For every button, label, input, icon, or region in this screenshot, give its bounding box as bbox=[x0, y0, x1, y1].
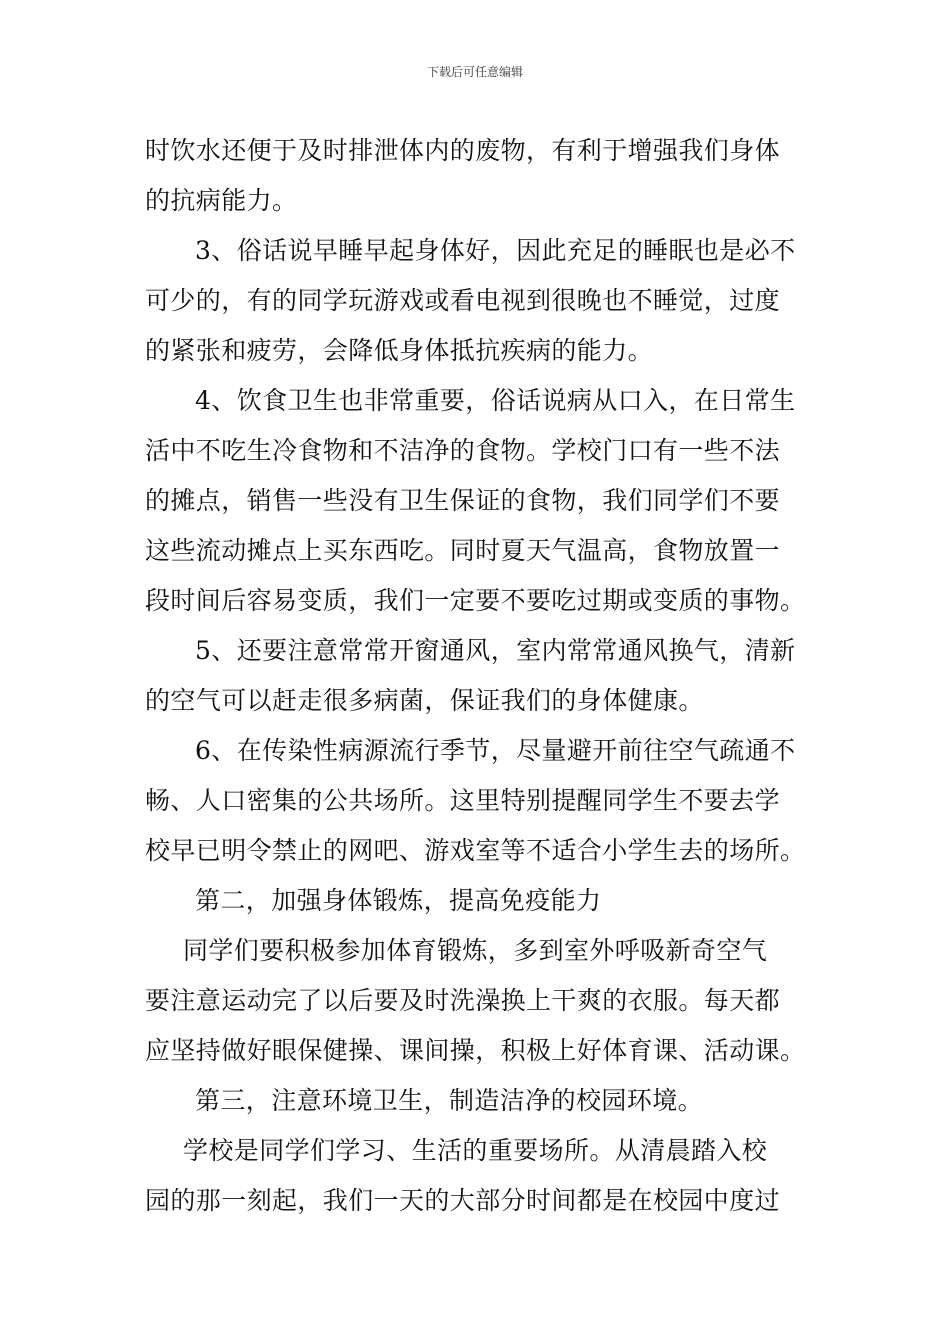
text-line: 畅、人口密集的公共场所。这里特别提醒同学生不要去学 bbox=[145, 786, 781, 815]
section-heading-second: 第二，加强身体锻炼，提高免疫能力 bbox=[195, 886, 602, 915]
text-line: 时饮水还便于及时排泄体内的废物，有利于增强我们身体 bbox=[145, 136, 781, 165]
text-line: 这些流动摊点上买东西吃。同时夏天气温高，食物放置一 bbox=[145, 536, 781, 565]
document-body bbox=[145, 126, 810, 1226]
page-header: 下载后可任意编辑 bbox=[426, 65, 523, 79]
paragraph-start-6: 6、在传染性病源流行季节，尽量避开前往空气疏通不 bbox=[195, 736, 796, 765]
text-line: 的空气可以赶走很多病菌，保证我们的身体健康。 bbox=[145, 686, 704, 715]
text-line: 校早已明令禁止的网吧、游戏室等不适合小学生去的场所。 bbox=[145, 836, 806, 865]
text-line: 的摊点，销售一些没有卫生保证的食物，我们同学们不要 bbox=[145, 486, 781, 515]
text-line: 段时间后容易变质，我们一定要不要吃过期或变质的事物。 bbox=[145, 586, 806, 615]
text-line: 要注意运动完了以后要及时洗澡换上干爽的衣服。每天都 bbox=[145, 986, 781, 1015]
text-line: 活中不吃生冷食物和不洁净的食物。学校门口有一些不法 bbox=[145, 436, 781, 465]
text-line: 的紧张和疲劳，会降低身体抵抗疾病的能力。 bbox=[145, 336, 654, 365]
section-heading-third: 第三，注意环境卫生，制造洁净的校园环境。 bbox=[195, 1086, 704, 1115]
paragraph-start-exercise: 同学们要积极参加体育锻炼，多到室外呼吸新奇空气 bbox=[183, 936, 768, 965]
text-line: 应坚持做好眼保健操、课间操，积极上好体育课、活动课。 bbox=[145, 1036, 806, 1065]
paragraph-start-4: 4、饮食卫生也非常重要，俗话说病从口入，在日常生 bbox=[195, 386, 796, 415]
paragraph-start-school: 学校是同学们学习、生活的重要场所。从清晨踏入校 bbox=[183, 1136, 768, 1165]
text-line: 园的那一刻起，我们一天的大部分时间都是在校园中度过 bbox=[145, 1186, 781, 1215]
paragraph-start-5: 5、还要注意常常开窗通风，室内常常通风换气，清新 bbox=[195, 636, 796, 665]
text-line: 可少的，有的同学玩游戏或看电视到很晚也不睡觉，过度 bbox=[145, 286, 781, 315]
text-line: 的抗病能力。 bbox=[145, 186, 298, 215]
paragraph-start-3: 3、俗话说早睡早起身体好，因此充足的睡眠也是必不 bbox=[195, 236, 796, 265]
